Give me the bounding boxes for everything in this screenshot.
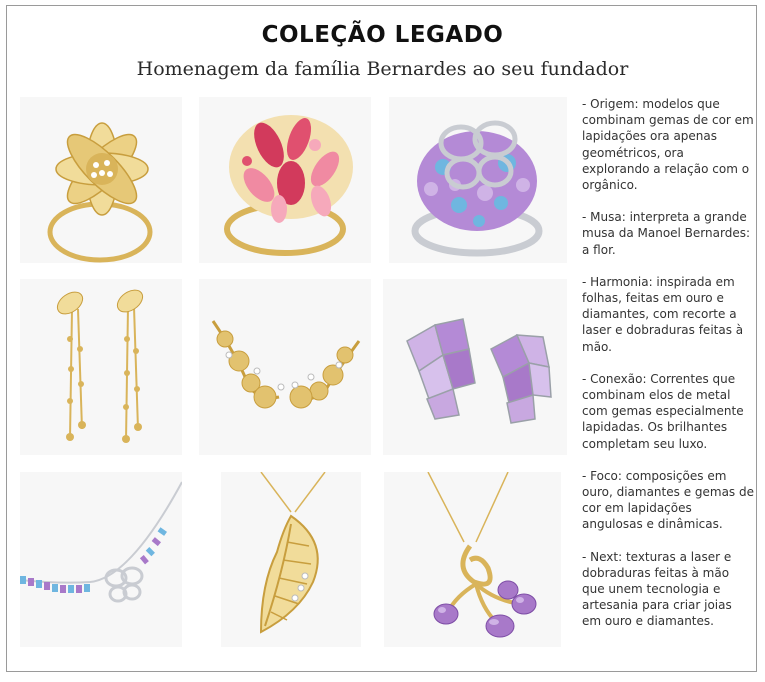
note-conexao: - Conexão: Correntes que combinam elos de metal com gemas especialmente lapidadas. Os brilhantes completam seu luxo. [582, 371, 744, 451]
note-origem: - Origem: modelos que combinam gemas de cor em lapidações ora apenas geométricos, ora explorando a relação com o orgânico. [582, 97, 754, 193]
gemstone-necklace-image [20, 472, 182, 647]
ruby-cluster-ring-image [199, 97, 371, 263]
gold-leaf-pendant-image [221, 472, 361, 647]
amethyst-cluster-earrings-image [383, 279, 567, 455]
collection-notes [582, 96, 754, 646]
leaf-drop-earrings-image [20, 279, 182, 455]
gold-bead-ear-climbers-image [199, 279, 371, 455]
note-harmonia: - Harmonia: inspirada em folhas, feitas em ouro e diamantes, com recorte a laser e dobraduras feitas à mão. [582, 274, 744, 354]
flower-ring-image [20, 97, 182, 263]
note-next: - Next: texturas a laser e dobraduras feitas à mão que unem tecnologia e artesania para criar joias em ouro e diamantes. [582, 549, 732, 629]
note-foco: - Foco: composições em ouro, diamantes e gemas de cor em lapidações angulosas e dinâmicas. [582, 468, 755, 532]
butterfly-cocktail-ring-image [389, 97, 567, 263]
note-musa: - Musa: interpreta a grande musa da Manoel Bernardes: a flor. [582, 210, 750, 257]
page-subtitle: Homenagem da família Bernardes ao seu fundador [136, 58, 629, 80]
page-title: COLEÇÃO LEGADO [261, 22, 504, 48]
amethyst-floral-pendant-image [384, 472, 561, 647]
